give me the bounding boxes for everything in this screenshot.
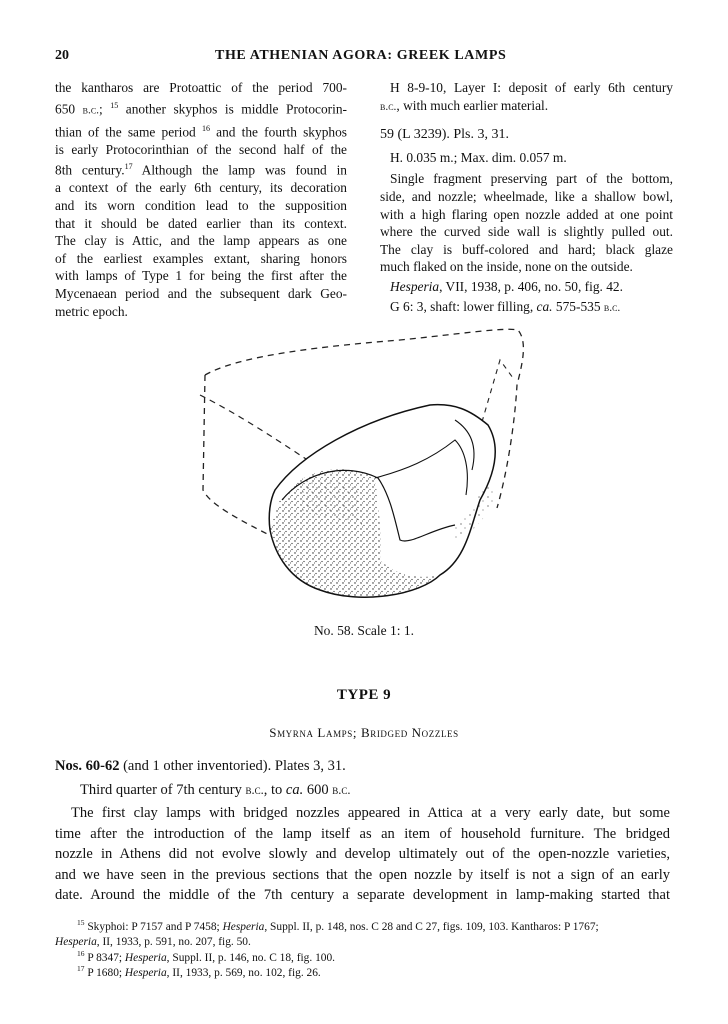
description-line-3: with a high flaring open nozzle added at one point: [380, 206, 673, 222]
left-line-1: the kantharos are Protoattic of the period 700-: [55, 80, 347, 95]
left-line-4: is early Protocorinthian of the second half of the: [55, 141, 347, 157]
left-line-5: 8th century.$^{17}$ Although the lamp was found in: [55, 162, 347, 178]
body-line-4: and we have seen in the previous sections that the open nozzle by itself is not a sign of an early: [55, 866, 670, 883]
left-line-13: metric epoch.: [55, 303, 128, 319]
findspot: G 6: 3, shaft: lower filling, ca. 575-535 b.c.: [390, 298, 621, 314]
left-line-12: Mycenaean period and the subsequent dark Geo-: [55, 285, 347, 301]
description-line-6: much flaked on the inside, none on the outside.: [380, 259, 633, 275]
left-line-11: with lamps of Type 1 for being the first after the: [55, 268, 347, 284]
description-line-2: side, and nozzle; wheelmade, like a shallow bowl,: [380, 188, 673, 204]
footnote-17: $^{17}$ P 1680; Hesperia, II, 1933, p. 569, no. 102, fig. 26.: [77, 964, 321, 979]
running-title: THE ATHENIAN AGORA: GREEK LAMPS: [215, 48, 507, 63]
body-line-5: date. Around the middle of the 7th century a separate development in lamp-making started that: [55, 887, 670, 903]
date-range: Third quarter of 7th century b.c., to ca. 600 b.c.: [80, 782, 351, 798]
catalogue-numbers: Nos. 60-62 (and 1 other inventoried). Plates 3, 31.: [55, 758, 346, 774]
section-heading: TYPE 9: [336, 687, 392, 703]
body-line-3: nozzle in Athens did not evolve slowly and develop ultimately out of the open-nozzle varieties,: [55, 846, 670, 862]
description-line-5: The clay is buff-colored and hard; black glaze: [380, 241, 673, 257]
description-line-4: where the curved side wall is slightly pulled out.: [380, 224, 673, 240]
footnote-ref-15[interactable]: 15: [110, 100, 119, 110]
footnote-ref-17[interactable]: 17: [124, 162, 133, 172]
left-line-2: 650 b.c.; $^{15}$ another skyphos is middle Protocorin-: [55, 100, 347, 117]
bibliography-reference: Hesperia, VII, 1938, p. 406, no. 50, fig. 42.: [390, 278, 623, 294]
page-number: 20: [55, 48, 69, 63]
body-line-2: time after the introduction of the lamp itself as an item of household furniture. The bridged: [55, 825, 670, 842]
reconstruction-outline-left: [203, 375, 275, 538]
footnote-ref-16[interactable]: 16: [201, 123, 210, 133]
body-line-1: The first clay lamps with bridged nozzles appeared in Attica at a very early date, but some: [71, 805, 670, 821]
section-subheading: Smyrna Lamps; Bridged Nozzles: [269, 725, 459, 740]
left-line-10: of the earliest examples extant, sharing honors: [55, 250, 347, 266]
deposit-line-1: H 8-9-10, Layer I: deposit of early 6th century: [390, 80, 673, 95]
footnote-16: $^{16}$ P 8347; Hesperia, Suppl. II, p. 146, no. C 18, fig. 100.: [77, 949, 336, 964]
entry-dimensions: H. 0.035 m.; Max. dim. 0.057 m.: [390, 149, 567, 165]
left-line-7: and its worn condition lead to the supposition: [55, 197, 347, 213]
description-line-1: Single fragment preserving part of the bottom,: [390, 171, 673, 187]
left-line-9: The clay is Attic, and the lamp appears as one: [55, 233, 347, 249]
figure-caption: No. 58. Scale 1: 1.: [313, 623, 415, 638]
body-paragraph: [55, 803, 670, 906]
entry-heading: 59 (L 3239). Pls. 3, 31.: [380, 127, 509, 143]
deposit-line-2: b.c., with much earlier material.: [380, 97, 549, 113]
left-line-3: thian of the same period $^{16}$ and the fourth skyphos: [55, 123, 347, 140]
left-line-8: that it should be dated earlier than its context.: [55, 215, 347, 231]
left-line-6: a context of the early 6th century, its decoration: [55, 180, 347, 196]
reconstruction-inner: [200, 395, 315, 465]
footnote-15: $^{15}$ Skyphoi: P 7157 and P 7458; Hesperia, Suppl. II, p. 148, nos. C 28 and C 27, figs. 109, 103. Kantharos: P 1767; Hesperia, II, 1933, p. 591, no. 207, fig. 50.: [55, 918, 599, 948]
